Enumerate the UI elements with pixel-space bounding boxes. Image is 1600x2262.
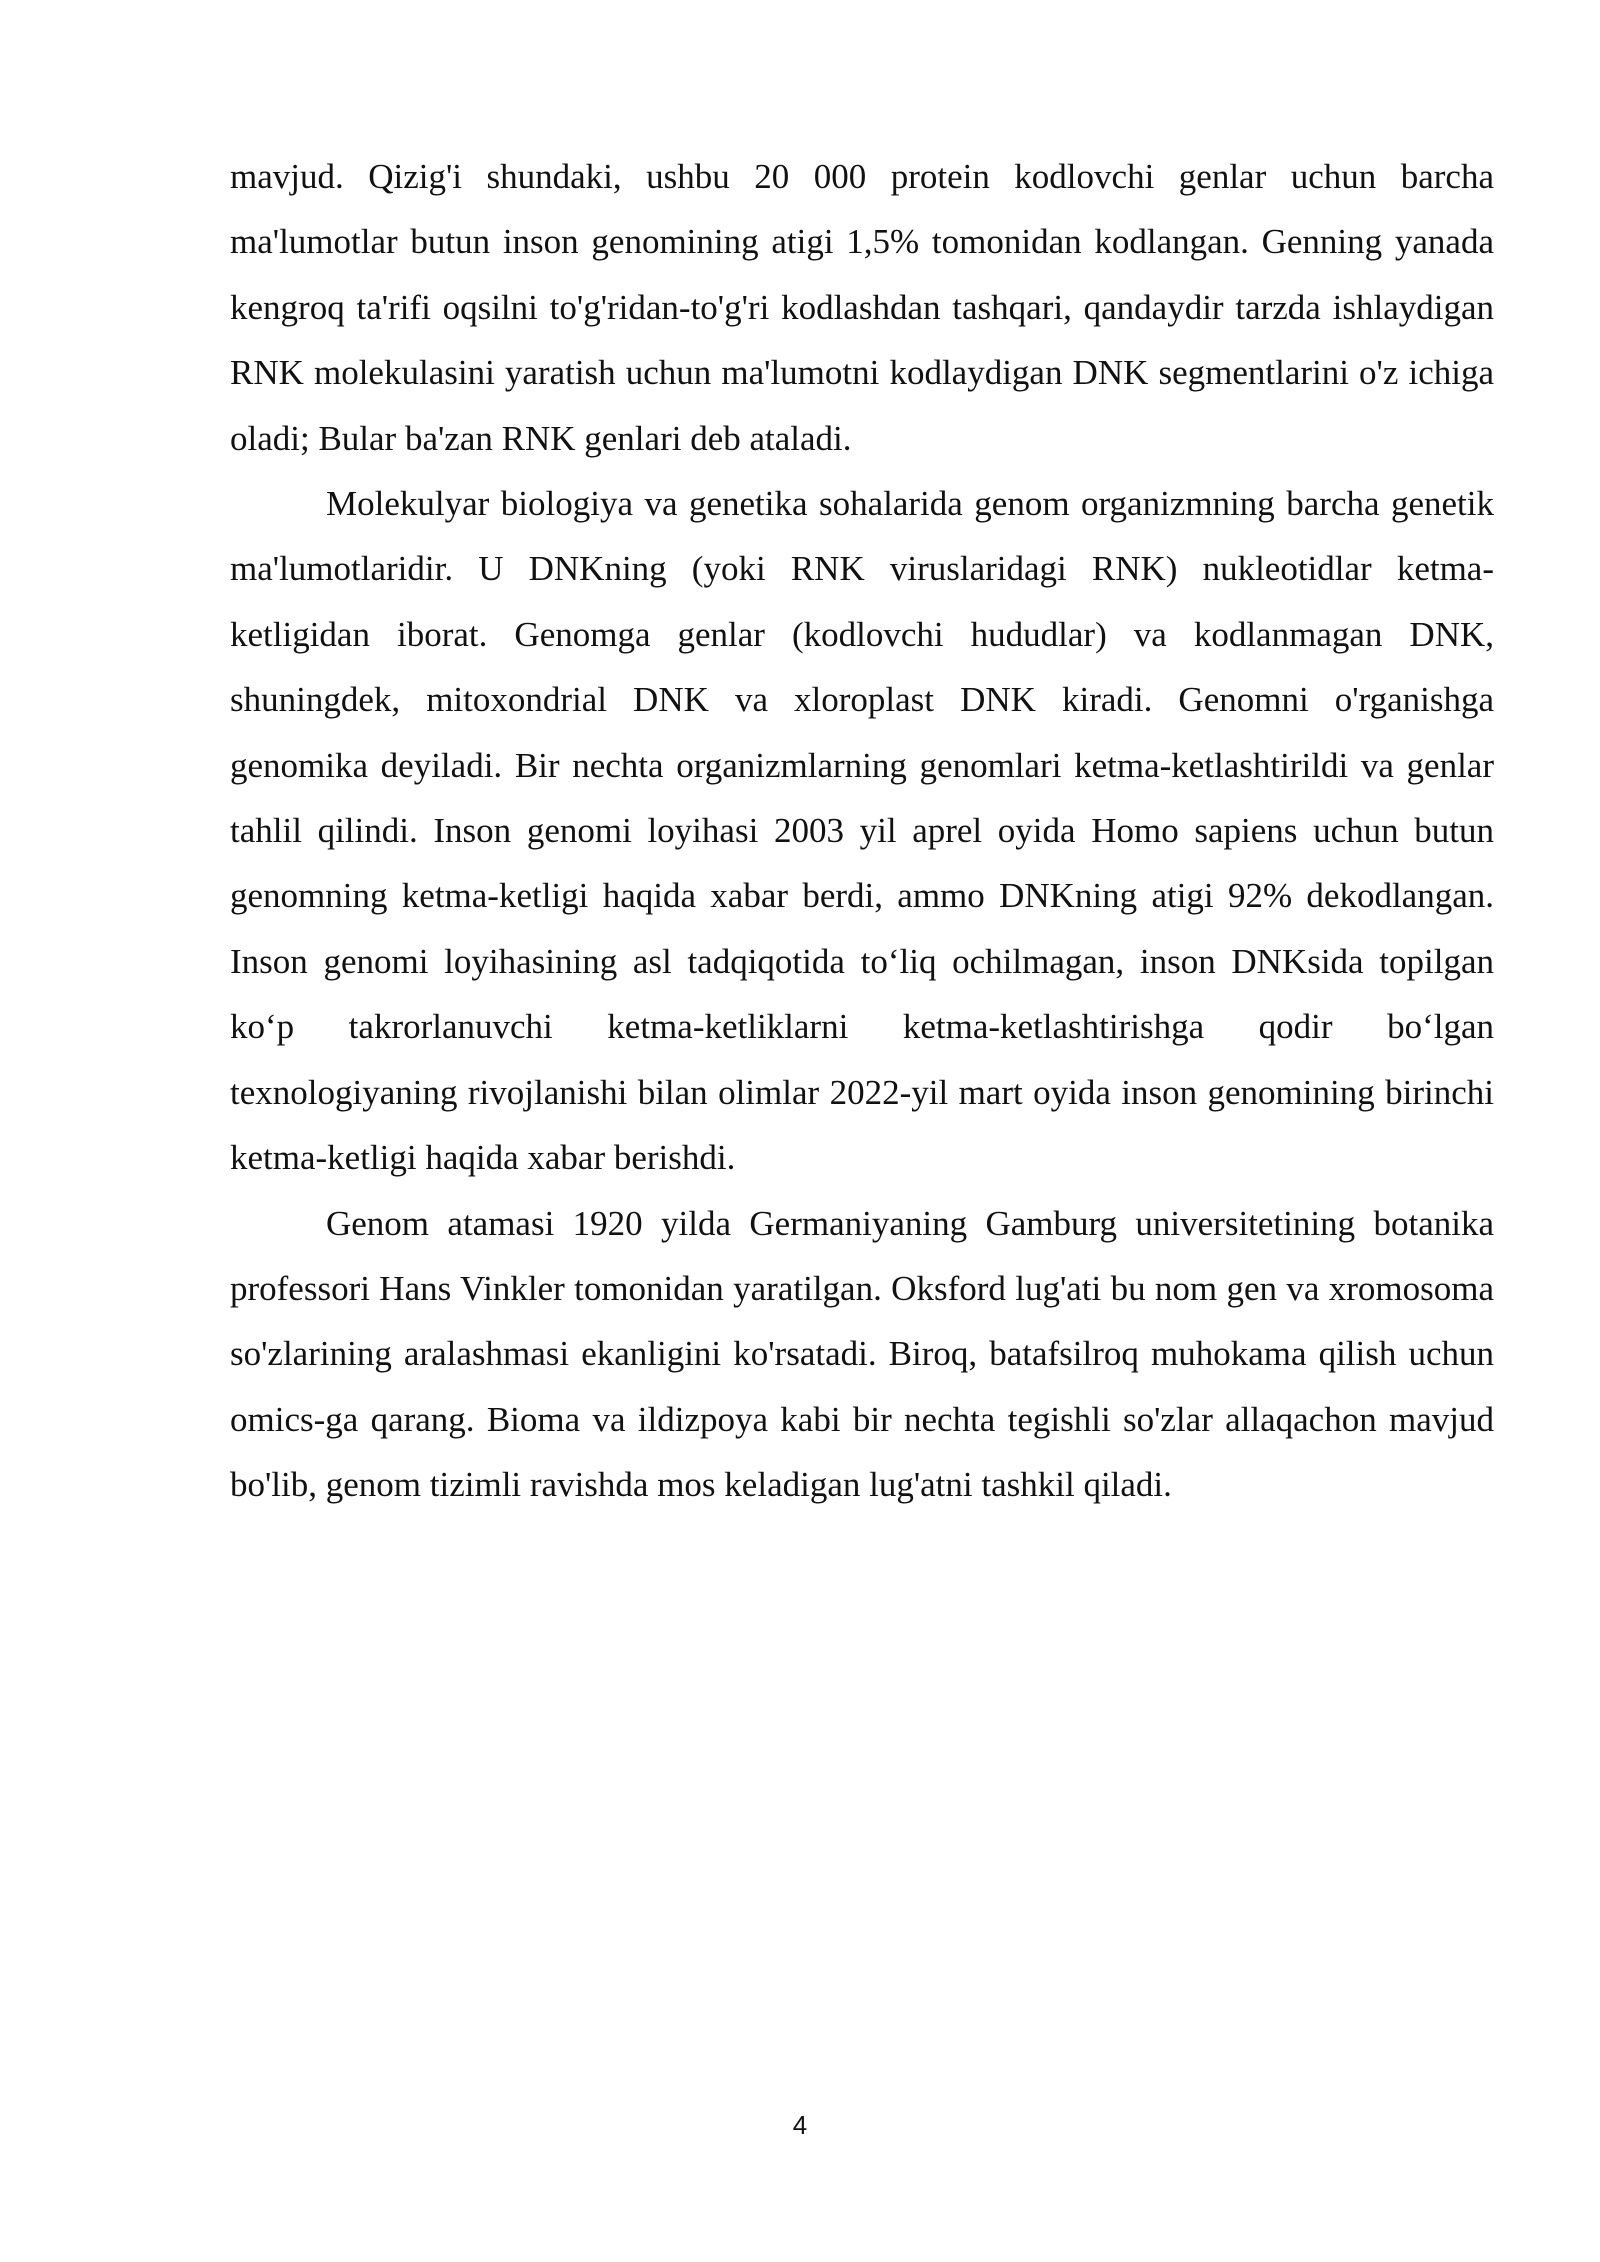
paragraph-continuation: mavjud. Qizig'i shundaki, ushbu 20 000 protein kodlovchi genlar uchun barcha ma'lumotlar butun inson genomining atigi 1,5% tomonidan kodlangan. Genning yanada kengroq ta'rifi oqsilni to'g'ridan-to'g'ri kodlashdan tashqari, qandaydir tarzda ishlaydigan RNK molekulasini yaratish uchun ma'lumotni kodlaydigan DNK segmentlarini o'z ichiga oladi; Bular ba'zan RNK genlari deb ataladi.	[230, 157, 1494, 458]
page-number: 4	[792, 2110, 808, 2140]
paragraph-genome-definition: Molekulyar biologiya va genetika sohalarida genom organizmning barcha genetik ma'lumotlaridir. U DNKning (yoki RNK viruslaridagi RNK) nukleotidlar ketma-ketligidan iborat. Genomga genlar (kodlovchi hududlar) va kodlanmagan DNK, shuningdek, mitoxondrial DNK va xloroplast DNK kiradi. Genomni o'rganishga genomika deyiladi. Bir nechta organizmlarning genomlari ketma-ketlashtirildi va genlar tahlil qilindi. Inson genomi loyihasi 2003 yil aprel oyida Homo sapiens uchun butun genomning ketma-ketligi haqida xabar berdi, ammo DNKning atigi 92% dekodlangan. Inson genomi loyihasining asl tadqiqotida to‘liq ochilmagan, inson DNKsida topilgan ko‘p takrorlanuvchi ketma-ketliklarni ketma-ketlashtirishga qodir bo‘lgan texnologiyaning rivojlanishi bilan olimlar 2022-yil mart oyida inson genomining birinchi ketma-ketligi haqida xabar berishdi.	[230, 484, 1494, 1178]
paragraph-term-origin: Genom atamasi 1920 yilda Germaniyaning Gamburg universitetining botanika professori Hans Vinkler tomonidan yaratilgan. Oksford lug'ati bu nom gen va xromosoma so'zlarining aralashmasi ekanligini ko'rsatadi. Biroq, batafsilroq muhokama qilish uchun omics-ga qarang. Bioma va ildizpoya kabi bir nechta tegishli so'zlar allaqachon mavjud bo'lib, genom tizimli ravishda mos keladigan lug'atni tashkil qiladi.	[230, 1203, 1494, 1505]
body-text	[230, 144, 1494, 1518]
